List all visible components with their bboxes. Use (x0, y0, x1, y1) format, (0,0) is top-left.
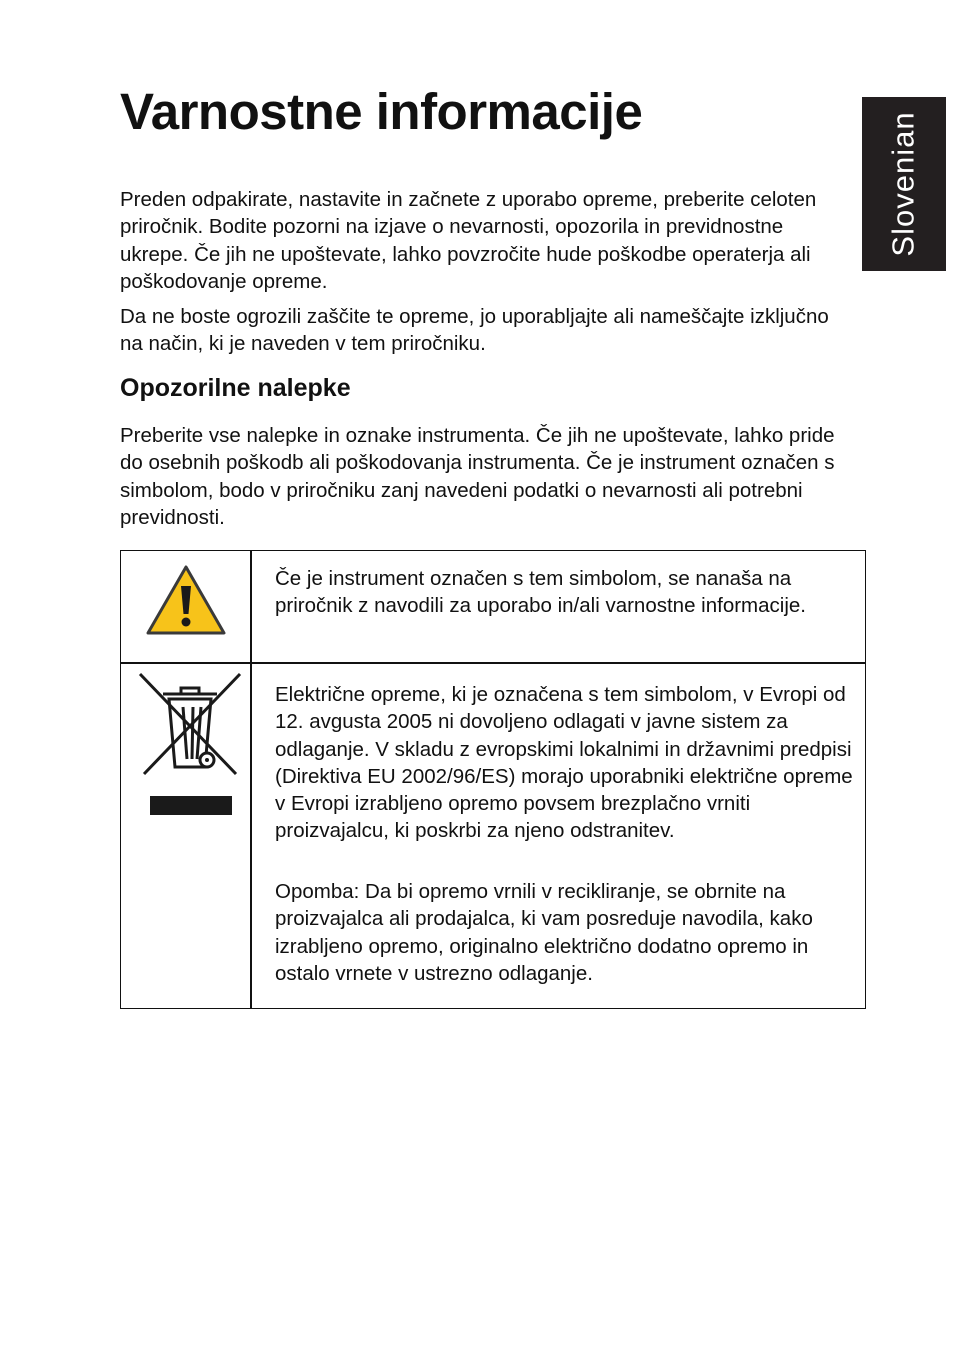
symbol-1-text: Če je instrument označen s tem simbolom, se nanaša na priročnik z navodili za uporabo in/ali varnostne informacije. (275, 567, 806, 618)
symbol-2-note: Opomba: Da bi opremo vrnili v recikliranje, se obrnite na proizvajalca ali prodajalca, ki vam posreduje navodila, kako izrabljeno opremo, originalno električno dodatno opremo in ostalo vrnete v ustrezno odlaganje. (275, 880, 813, 985)
crossed-out-bin-icon (137, 671, 243, 821)
intro-paragraph-2: Da ne boste ogrozili zaščite te opreme, jo uporabljajte ali nameščajte izključno na način, ki je naveden v tem priročniku. (120, 305, 829, 356)
warning-triangle-icon (145, 564, 227, 636)
table-row-divider (121, 662, 865, 664)
language-tab (862, 97, 946, 271)
symbol-2-text: Električne opreme, ki je označena s tem simbolom, v Evropi od 12. avgusta 2005 ni dovoljeno odlagati v javne sistem za odlaganje. V skladu z evropskimi lokalnimi in državnimi predpisi (Direktiva EU 2002/96/ES) morajo uporabniki električne opreme v Evropi izrabljeno opremo povsem brezplačno vrniti proizvajalcu, ki poskrbi za njeno odstranitev. (275, 683, 853, 843)
warning-labels-paragraph: Preberite vse nalepke in oznake instrumenta. Če jih ne upoštevate, lahko pride do osebnih poškodb ali poškodovanja instrumenta. Če je instrument označen s simbolom, bodo v priročniku zanj navedeni podatki o nevarnosti ali potrebni previdnosti. (120, 424, 835, 529)
language-tab-label: Slovenian (886, 111, 921, 257)
page-title: Varnostne informacije (120, 83, 643, 140)
symbols-table (120, 550, 866, 1009)
section-heading-warning-labels: Opozorilne nalepke (120, 374, 351, 402)
table-column-divider (250, 551, 252, 1008)
intro-paragraph-1: Preden odpakirate, nastavite in začnete z uporabo opreme, preberite celoten priročnik. Bodite pozorni na izjave o nevarnosti, opozorila in previdnostne ukrepe. Če jih ne upoštevate, lahko povzročite hude poškodbe operaterja ali poškodovanje opreme. (120, 188, 817, 293)
